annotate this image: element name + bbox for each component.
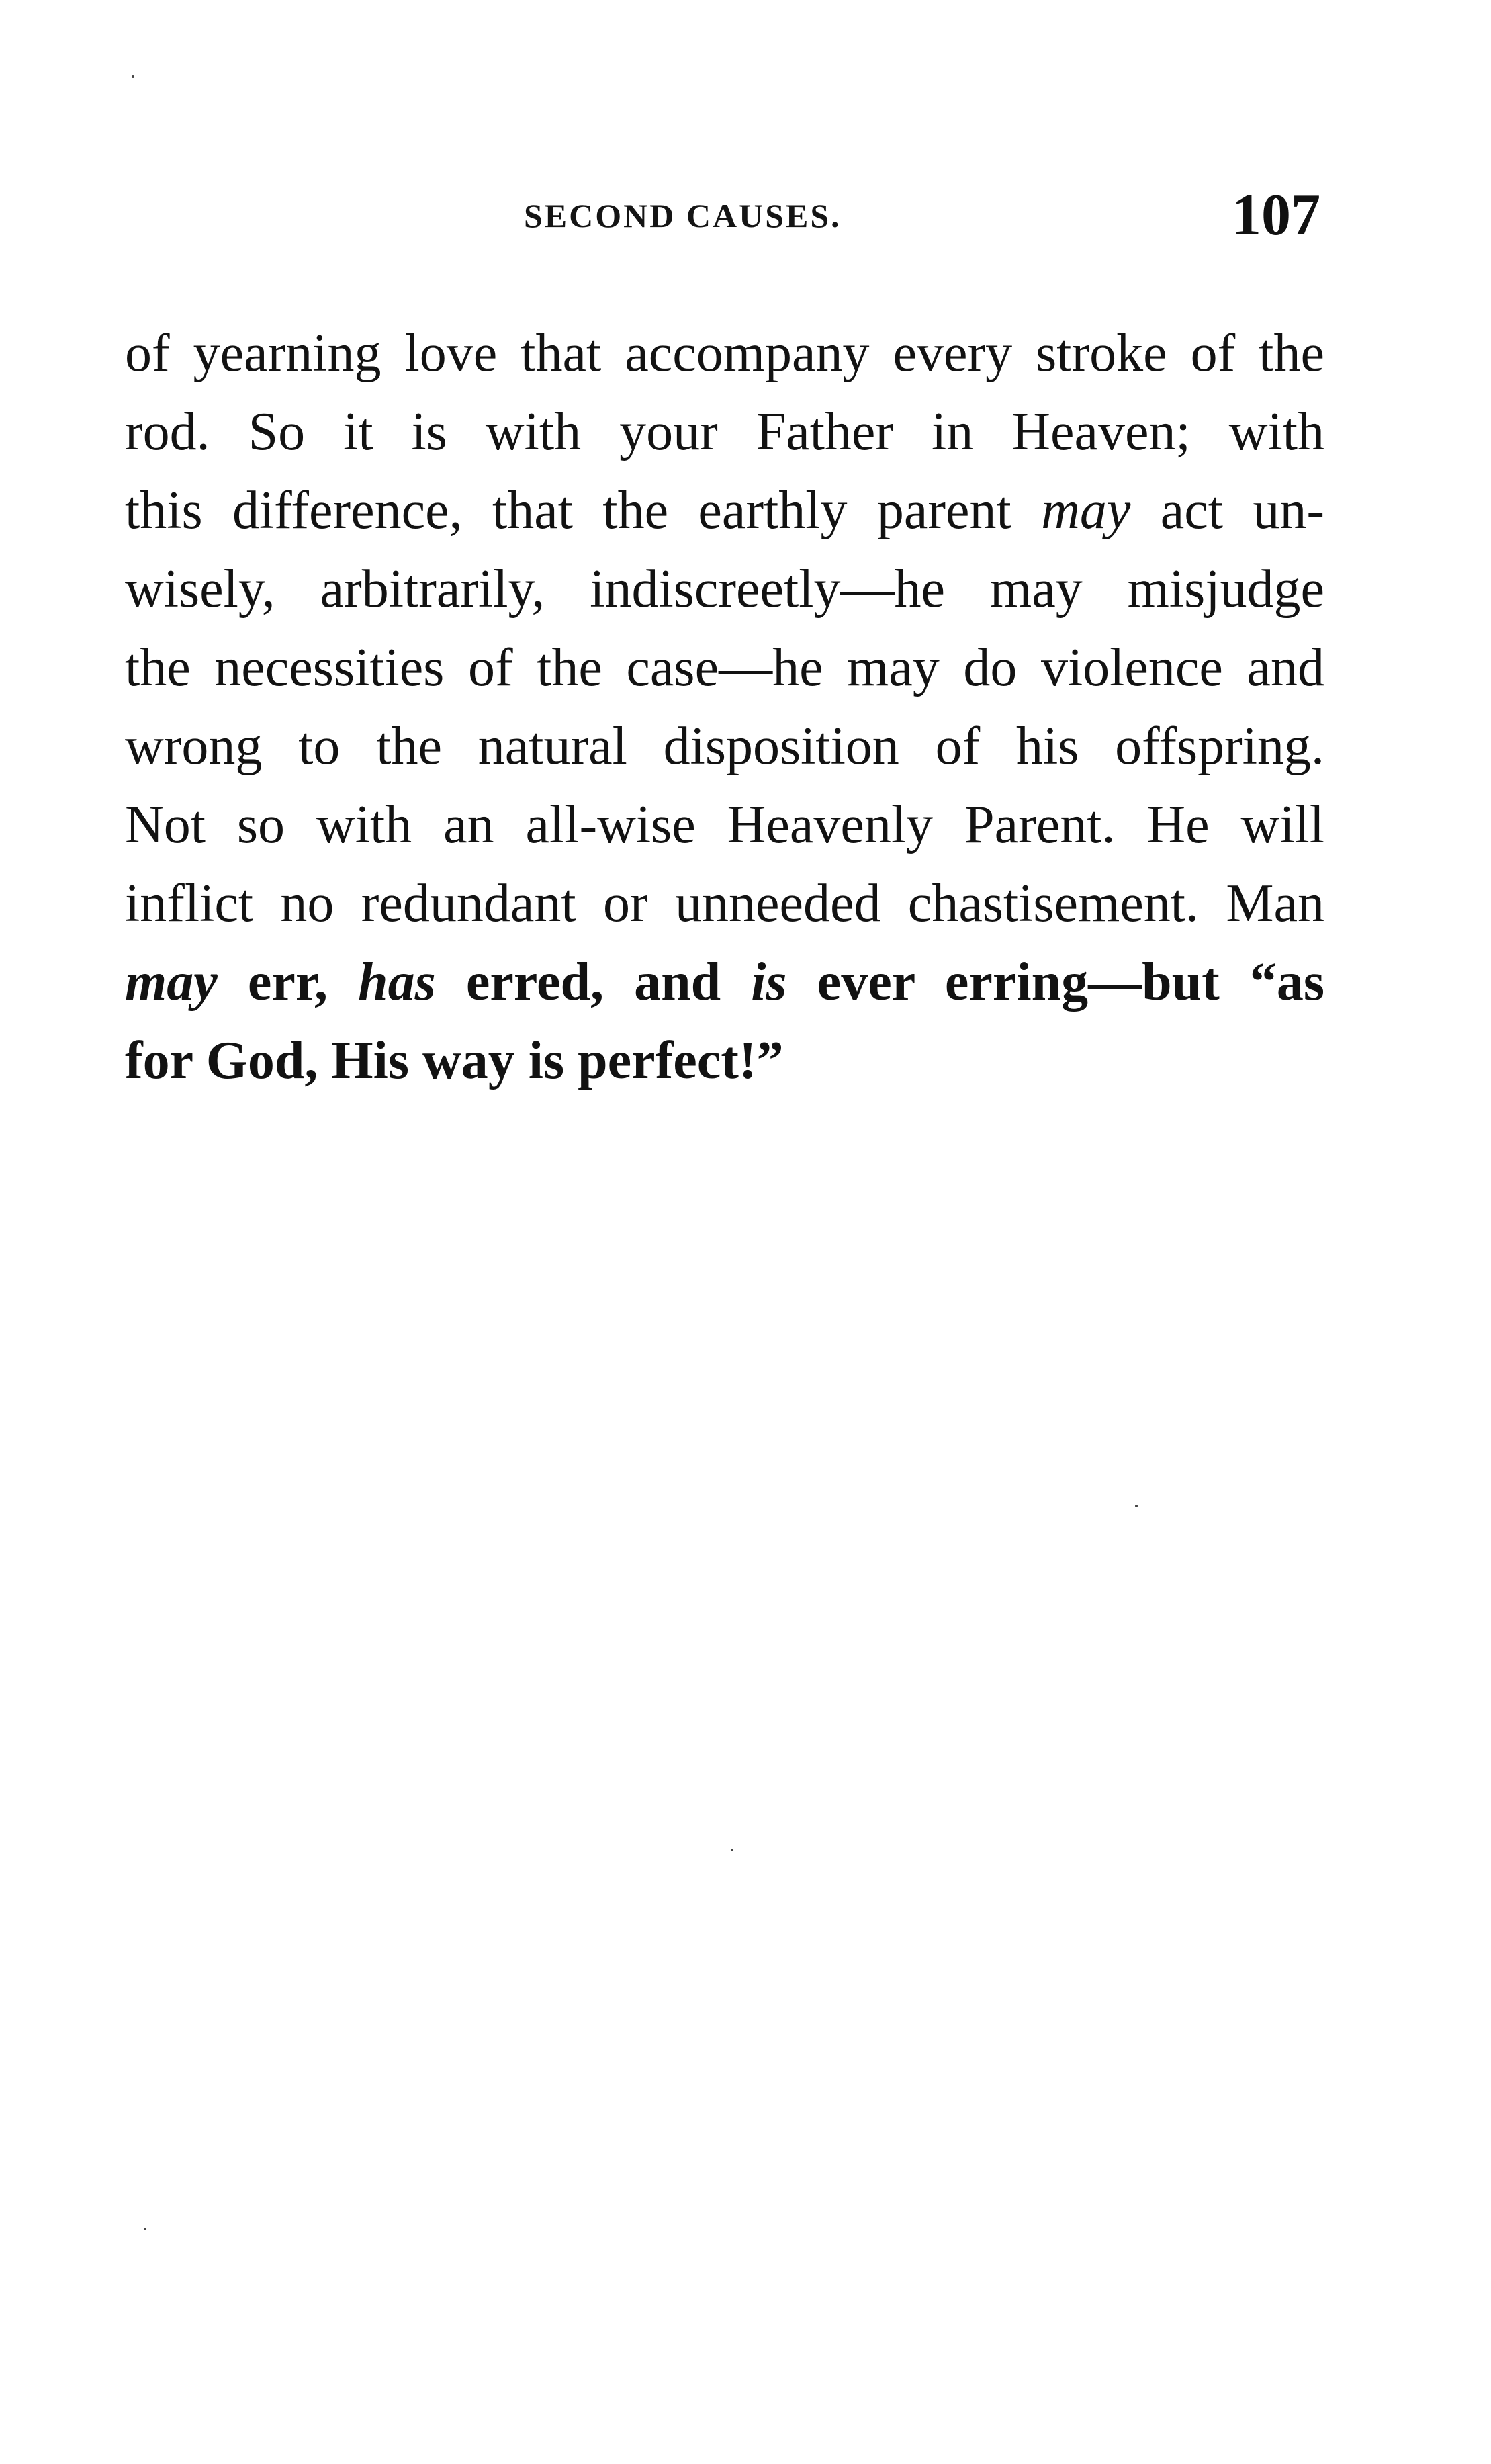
- body-paragraph: [125, 314, 1324, 1100]
- paper-speck: [1135, 1505, 1138, 1507]
- page-header: [125, 180, 1320, 261]
- text-line: the necessities of the case—he may do violence and: [125, 638, 1324, 697]
- text-line: wisely, arbitrarily, indiscreetly—he may misjudge: [125, 560, 1324, 619]
- text-line: inflict no redundant or unneeded chastisement. Man: [125, 874, 1324, 933]
- emphasis: may: [125, 953, 218, 1012]
- text-line: of yearning love that accompany every stroke of the: [125, 324, 1324, 383]
- text-line: wrong to the natural disposition of his offspring.: [125, 717, 1324, 776]
- paper-speck: [731, 1849, 733, 1851]
- paper-speck: [144, 2228, 146, 2230]
- page-number: 107: [1232, 183, 1320, 248]
- emphasis: has: [358, 953, 436, 1012]
- text-line: for God, His way is perfect!”: [125, 1031, 784, 1090]
- running-head: SECOND CAUSES.: [524, 197, 842, 234]
- text-line: Not so with an all-wise Heavenly Parent. He will: [125, 795, 1324, 854]
- emphasis: may: [1041, 481, 1131, 540]
- emphasis: is: [751, 953, 787, 1012]
- text-line: this difference, that the earthly parent may act un-: [125, 481, 1324, 540]
- paper-speck: [132, 75, 134, 78]
- text-line: rod. So it is with your Father in Heaven; with: [125, 402, 1324, 461]
- text-line: may err, has erred, and is ever erring—but “as: [125, 953, 1324, 1012]
